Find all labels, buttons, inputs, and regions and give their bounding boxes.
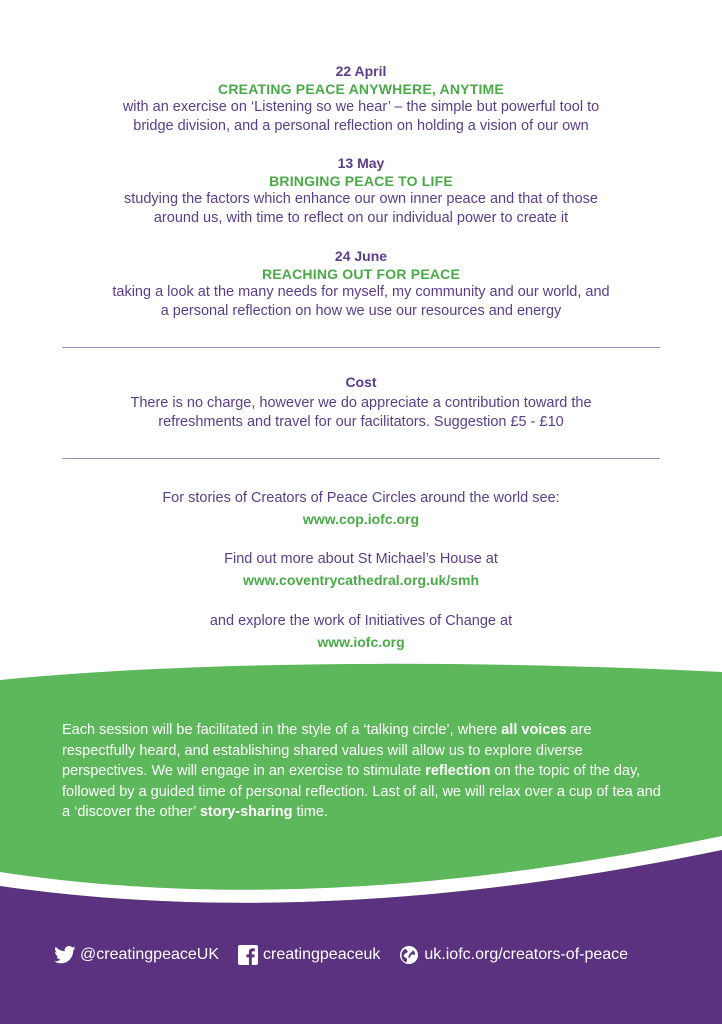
- smh-link[interactable]: www.coventrycathedral.org.uk/smh: [243, 572, 479, 588]
- session-desc-line: a personal reflection on how we use our resources and energy: [160, 303, 562, 319]
- session-format-text: Each session will be facilitated in the style of a ‘talking circle’, where: [62, 722, 502, 738]
- cost-heading: Cost: [345, 374, 377, 390]
- session-desc-line: taking a look at the many needs for myself, my community and our world, and: [112, 284, 610, 300]
- website-link-text: uk.iofc.org/creators-of-peace: [424, 946, 629, 963]
- session-2: [40, 154, 682, 228]
- session-date: 24 June: [334, 248, 388, 264]
- emphasis-story-sharing: story-sharing: [199, 804, 293, 820]
- divider: [62, 458, 660, 459]
- cop-link[interactable]: www.cop.iofc.org: [302, 511, 420, 527]
- session-3: [40, 247, 682, 321]
- session-format-description: [62, 720, 666, 823]
- session-date: 13 May: [337, 155, 385, 171]
- globe-icon: [398, 944, 420, 966]
- facebook-page-text: creatingpeaceuk: [262, 946, 381, 963]
- cost-text: [60, 394, 662, 432]
- cost-line: There is no charge, however we do appreciate a contribution toward the: [130, 395, 592, 411]
- cost-line: refreshments and travel for our facilitators. Suggestion £5 - £10: [158, 414, 564, 430]
- cop-info-text: For stories of Creators of Peace Circles around the world see:: [162, 490, 560, 506]
- social-footer: [54, 940, 646, 970]
- session-desc-line: bridge division, and a personal reflection on holding a vision of our own: [133, 118, 589, 134]
- iofc-info-text: and explore the work of Initiatives of Change at: [209, 613, 513, 629]
- session-format-text: on the topic of the day, followed by a guided time of personal reflection. Last of all, we will relax over a cup of tea and a ‘discover the other’: [62, 763, 661, 820]
- emphasis-all-voices: all voices: [501, 722, 567, 738]
- facebook-page[interactable]: [237, 944, 380, 966]
- session-title: CREATING PEACE ANYWHERE, ANYTIME: [218, 81, 504, 97]
- session-desc-line: around us, with time to reflect on our individual power to create it: [153, 210, 569, 226]
- session-desc-line: studying the factors which enhance our own inner peace and that of those: [124, 191, 598, 207]
- website-link[interactable]: [398, 944, 628, 966]
- twitter-icon: [54, 944, 76, 966]
- iofc-link[interactable]: www.iofc.org: [317, 634, 405, 650]
- session-1: [40, 62, 682, 136]
- session-title: BRINGING PEACE TO LIFE: [269, 173, 453, 189]
- smh-info-text: Find out more about St Michael’s House at: [224, 551, 498, 567]
- session-title: REACHING OUT FOR PEACE: [261, 266, 461, 282]
- facebook-icon: [237, 944, 259, 966]
- session-format-text: time.: [292, 804, 328, 820]
- twitter-handle-text: @creatingpeaceUK: [80, 946, 219, 963]
- emphasis-reflection: reflection: [425, 763, 491, 779]
- session-desc-line: with an exercise on ‘Listening so we hear’ – the simple but powerful tool to: [122, 99, 600, 115]
- session-format-text: are respectfully heard, and establishing shared values will allow us to explore diverse perspectives. We will engage in an exercise to stimulate: [62, 722, 592, 779]
- session-date: 22 April: [335, 63, 387, 79]
- divider: [62, 347, 660, 348]
- twitter-handle[interactable]: [54, 944, 219, 966]
